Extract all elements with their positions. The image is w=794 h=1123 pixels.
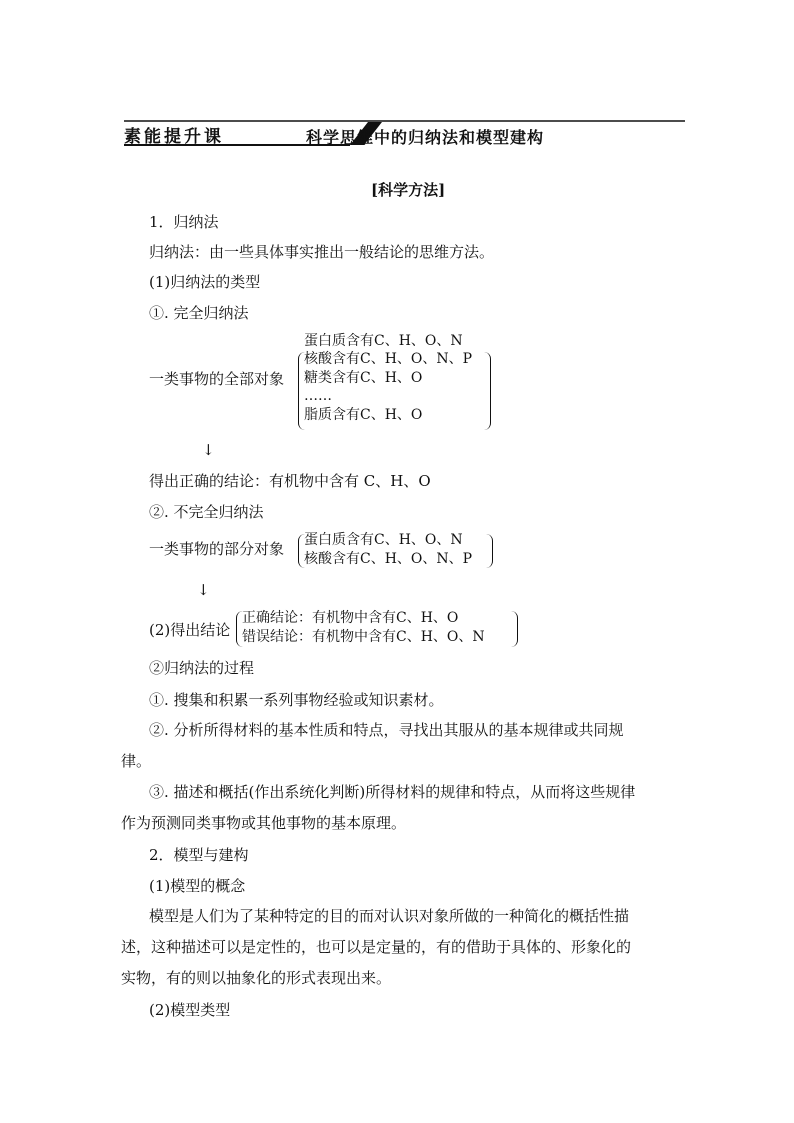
header-title: 科学思维中的归纳法和模型建构 bbox=[306, 128, 545, 147]
complete-heading: ①. 完全归纳法 bbox=[149, 304, 249, 322]
incomplete-item: 蛋白质含有C、H、O、N bbox=[304, 532, 463, 548]
section-method-title: [科学方法] bbox=[371, 181, 446, 199]
s2-concept-paragraph: 模型是人们为了某种特定的目的而对认识对象所做的一种简化的概括性描 bbox=[149, 907, 630, 925]
conclusion-prefix: (2)得出结论 bbox=[149, 621, 231, 639]
header-label: 素能提升课 bbox=[124, 127, 224, 147]
complete-subject: 一类事物的全部对象 bbox=[149, 370, 285, 388]
complete-conclusion: 得出正确的结论：有机物中含有 C、H、O bbox=[149, 472, 431, 490]
complete-item: 核酸含有C、H、O、N、P bbox=[304, 351, 473, 367]
process-step-2: ②. 分析所得材料的基本性质和特点，寻找出其服从的基本规律或共同规 bbox=[149, 721, 624, 739]
complete-right-brace bbox=[484, 352, 491, 430]
conclusion-wrong: 错误结论：有机物中含有C、H、O、N bbox=[242, 629, 485, 645]
s2-concept-paragraph: 述，这种描述可以是定性的，也可以是定量的，有的借助于具体的、形象化的 bbox=[121, 938, 632, 956]
process-step-1: ①. 搜集和积累一系列事物经验或知识素材。 bbox=[149, 691, 444, 709]
complete-item: 蛋白质含有C、H、O、N bbox=[304, 333, 463, 349]
s2-heading: 2．模型与建构 bbox=[149, 846, 249, 864]
s1-definition: 归纳法：由一些具体事实推出一般结论的思维方法。 bbox=[149, 243, 495, 261]
incomplete-right-brace bbox=[486, 534, 493, 568]
process-step-3-cont: 作为预测同类事物或其他事物的基本原理。 bbox=[121, 814, 407, 832]
process-step-3: ③. 描述和概括(作出系统化判断)所得材料的规律和特点，从而将这些规律 bbox=[149, 783, 636, 801]
process-heading: ②归纳法的过程 bbox=[149, 659, 255, 677]
s2-concept-paragraph: 实物，有的则以抽象化的形式表现出来。 bbox=[121, 969, 392, 987]
incomplete-subject: 一类事物的部分对象 bbox=[149, 540, 285, 558]
complete-item: 脂质含有C、H、O bbox=[304, 407, 423, 423]
down-arrow: ↓ bbox=[202, 441, 215, 459]
s1-types-heading: (1)归纳法的类型 bbox=[149, 273, 261, 291]
s2-types-heading: (2)模型类型 bbox=[149, 1001, 231, 1019]
process-step-2-cont: 律。 bbox=[121, 752, 152, 770]
complete-item: 糖类含有C、H、O bbox=[304, 370, 423, 386]
incomplete-item: 核酸含有C、H、O、N、P bbox=[304, 551, 473, 567]
s1-heading: 1．归纳法 bbox=[149, 213, 219, 231]
conclusion-right-brace bbox=[511, 611, 518, 647]
complete-item: …… bbox=[304, 388, 332, 404]
conclusion-correct: 正确结论：有机物中含有C、H、O bbox=[242, 610, 459, 626]
incomplete-heading: ②. 不完全归纳法 bbox=[149, 503, 264, 521]
down-arrow: ↓ bbox=[197, 581, 210, 599]
s2-concept-heading: (1)模型的概念 bbox=[149, 877, 246, 895]
